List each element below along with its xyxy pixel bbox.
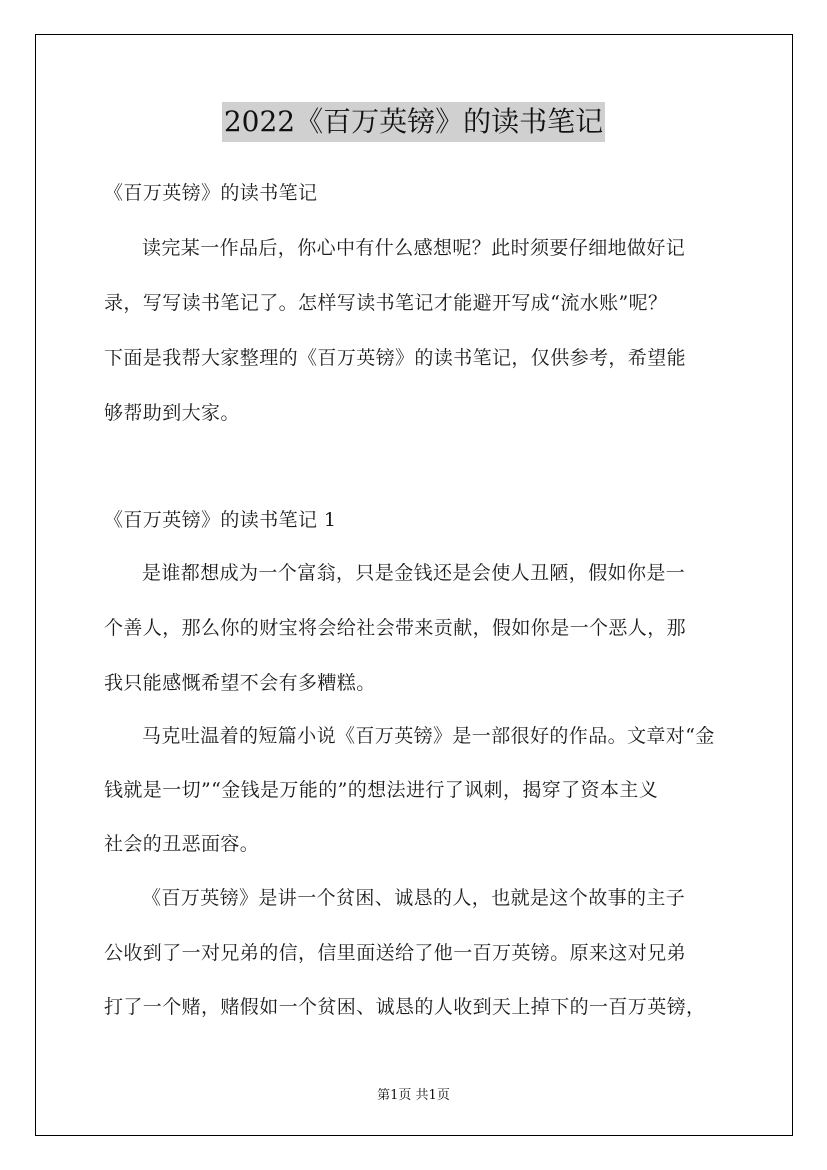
para1-line-1: 是谁都想成为一个富翁，只是金钱还是会使人丑陋，假如你是一 [142,562,686,584]
intro-line-2: 录，写写读书笔记了。怎样写读书笔记才能避开写成“流水账”呢？ [104,292,668,314]
para1-line-2: 个善人，那么你的财宝将会给社会带来贡献，假如你是一个恶人，那 [104,617,687,639]
document-title [0,102,827,142]
intro-line-4: 够帮助到大家。 [104,402,240,424]
section-heading-1: 《百万英镑》的读书笔记 1 [104,509,337,531]
subtitle: 《百万英镑》的读书笔记 [104,182,318,204]
para2-line-2: 钱就是一切”“金钱是万能的”的想法进行了讽刺，揭穿了资本主义 [104,779,659,801]
para3-line-2: 公收到了一对兄弟的信，信里面送给了他一百万英镑。原来这对兄弟 [104,942,687,964]
para3-line-3: 打了一个赌，赌假如一个贫困、诚恳的人收到天上掉下的一百万英镑， [104,996,706,1018]
para3-line-1: 《百万英镑》是讲一个贫困、诚恳的人，也就是这个故事的主子 [142,887,686,909]
page-footer: 第1页 共1页 [377,1088,450,1103]
intro-line-1: 读完某一作品后，你心中有什么感想呢？此时须要仔细地做好记 [142,237,686,259]
para2-line-1: 马克吐温着的短篇小说《百万英镑》是一部很好的作品。文章对“金 [142,725,715,747]
document-title-text: 2022《百万英镑》的读书笔记 [222,102,605,142]
intro-line-3: 下面是我帮大家整理的《百万英镑》的读书笔记，仅供参考，希望能 [104,347,687,369]
para2-line-3: 社会的丑恶面容。 [104,833,260,855]
para1-line-3: 我只能感慨希望不会有多糟糕。 [104,672,376,694]
